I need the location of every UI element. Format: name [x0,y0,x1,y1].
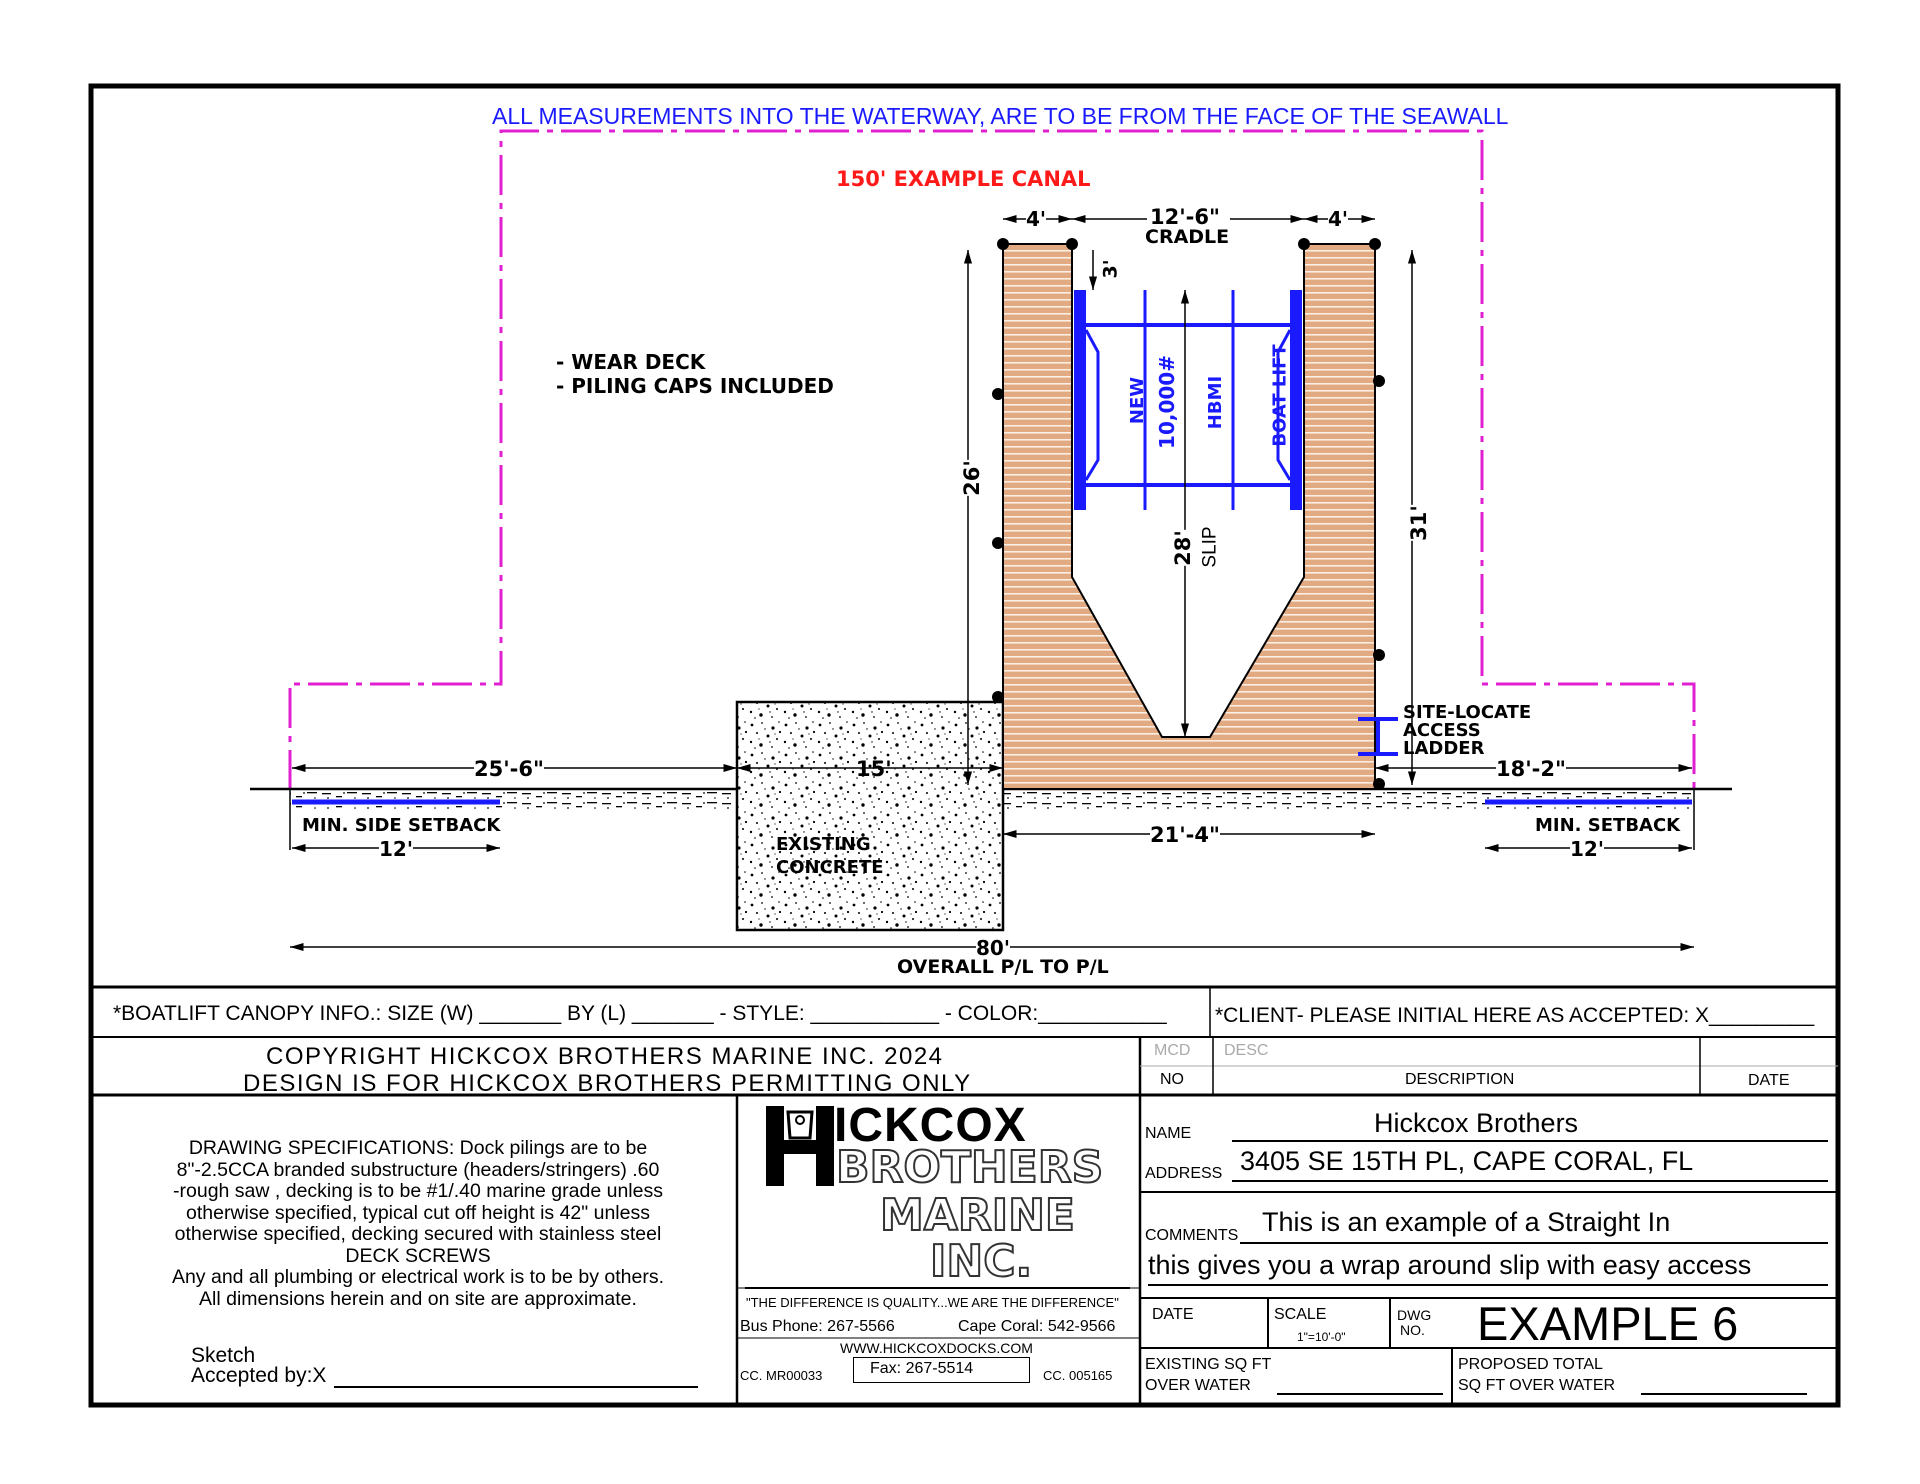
logo-tagline: "THE DIFFERENCE IS QUALITY...WE ARE THE DIFFERENCE" [746,1295,1119,1310]
concrete-concrete: CONCRETE [776,857,884,878]
comment-rule-2 [1148,1284,1828,1286]
dim-min-setback: 12' [1570,837,1604,861]
client-address: 3405 SE 15TH PL, CAPE CORAL, FL [1240,1146,1694,1176]
address-line [1232,1180,1828,1182]
spec-line: DRAWING SPECIFICATIONS: Dock pilings are to be [188,1137,648,1159]
dim-right-length: 31' [1406,505,1431,541]
canal-label: 150' EXAMPLE CANAL [836,167,1091,191]
comment-line-1: This is an example of a Straight In [1262,1207,1671,1237]
address-label: ADDRESS [1145,1165,1223,1182]
existing-sqft-1: EXISTING SQ FT [1145,1356,1272,1373]
concrete-existing: EXISTING [776,834,871,855]
rev-no: NO [1160,1071,1184,1088]
client-name: Hickcox Brothers [1374,1108,1579,1138]
top-note: ALL MEASUREMENTS INTO THE WATERWAY, ARE TO BE FROM THE FACE OF THE SEAWALL [492,103,1509,129]
name-line [1232,1140,1828,1142]
anchor-icon [762,1100,842,1190]
dim-right-finger: 4' [1328,207,1349,231]
copyright-line1: COPYRIGHT HICKCOX BROTHERS MARINE INC. 2024 [266,1043,944,1070]
spec-line: All dimensions herein and on site are approximate. [199,1287,637,1310]
dim-left-length: 26' [959,460,984,496]
spec-line: 8"-2.5CCA branded substructure (headers/stringers) .60 [176,1158,660,1181]
logo-brothers: BROTHERS [836,1142,1104,1193]
dim-concrete-width: 15' [856,757,892,781]
dim-overall: 80' [976,936,1010,960]
ladder-site-locate: SITE-LOCATE [1403,702,1532,723]
existing-concrete [737,702,1003,930]
comment-line-2: this gives you a wrap around slip with easy access [1148,1250,1752,1280]
dim-min-side-setback: 12' [379,837,413,861]
ladder-access: ACCESS [1403,720,1481,741]
cc-left: CC. MR00033 [740,1368,823,1383]
spec-line: DECK SCREWS [345,1244,491,1267]
cc-right: CC. 005165 [1043,1368,1113,1383]
rev-desc: DESC [1224,1042,1269,1059]
name-label: NAME [1145,1125,1192,1142]
dwg-number: EXAMPLE 6 [1477,1297,1739,1350]
rev-date: DATE [1748,1072,1790,1089]
proposed-sqft-1: PROPOSED TOTAL [1458,1356,1603,1373]
scale-label: SCALE [1274,1306,1327,1323]
existing-line [1277,1393,1443,1395]
logo-ickcox: ICKCOX [834,1099,1027,1152]
note-wear-deck: - WEAR DECK [556,350,706,374]
dim-slip-label: SLIP [1199,526,1221,568]
rev-mcd: MCD [1154,1042,1191,1059]
accepted-label: Accepted by:X [191,1364,327,1387]
dim-right-setback: 18'-2" [1496,757,1566,781]
dim-cradle: 12'-6" [1150,205,1220,229]
dim-overall-label: OVERALL P/L TO P/L [897,956,1109,978]
logo-inc: INC. [930,1236,1033,1287]
canopy-info: *BOATLIFT CANOPY INFO.: SIZE (W) _______ BY (L) _______ - STYLE: ___________ - COLOR:___________ [113,1002,1167,1025]
sketch-label: Sketch [191,1344,256,1367]
lift-hbmi: HBMI [1205,375,1227,430]
logo-rule [745,1287,1130,1289]
date-label: DATE [1152,1306,1194,1323]
comments-label: COMMENTS [1145,1227,1239,1244]
dim-dock-width: 21'-4" [1150,823,1220,847]
existing-sqft-2: OVER WATER [1145,1377,1251,1394]
lift-capacity: 10,000# [1154,355,1179,449]
setback-right-label: MIN. SETBACK [1535,815,1681,836]
note-piling-caps: - PILING CAPS INCLUDED [556,374,834,398]
dwg-label-1: DWG [1397,1307,1432,1323]
dim-slip: 28' [1170,530,1195,566]
rev-description: DESCRIPTION [1405,1071,1515,1088]
boat-lift [1074,290,1302,510]
dim-left-setback: 25'-6" [474,757,544,781]
lift-new: NEW [1127,376,1149,425]
drawing-specifications [113,1138,723,1310]
dim-left-finger: 4' [1026,207,1047,231]
proposed-line [1641,1393,1807,1395]
cape-coral-phone: Cape Coral: 542-9566 [958,1318,1116,1335]
spec-line: Any and all plumbing or electrical work is to be by others. [171,1266,665,1288]
spec-line: otherwise specified, typical cut off height is 42" unless [186,1201,650,1224]
logo-marine: MARINE [880,1190,1075,1241]
dim-cradle-label: CRADLE [1145,226,1230,248]
spec-line: -rough saw , decking is to be #1/.40 marine grade unless [173,1180,663,1202]
property-line [290,131,1694,790]
setback-left-label: MIN. SIDE SETBACK [302,815,501,836]
company-logo [740,1098,1138,1288]
dim-offset: 3' [1099,259,1122,279]
client-initial: *CLIENT- PLEASE INITIAL HERE AS ACCEPTED: X_________ [1215,1004,1815,1027]
copyright-line2: DESIGN IS FOR HICKCOX BROTHERS PERMITTING ONLY [243,1070,972,1097]
lift-boat-lift: BOAT LIFT [1269,344,1291,447]
comment-rule-1 [1240,1242,1828,1244]
accepted-line [334,1386,698,1388]
dwg-label-2: NO. [1400,1322,1425,1338]
spec-line: otherwise specified, decking secured with stainless steel [174,1223,662,1245]
fax: Fax: 267-5514 [870,1360,974,1377]
bus-phone: Bus Phone: 267-5566 [740,1318,895,1335]
ladder-ladder: LADDER [1403,738,1485,759]
scale-value: 1"=10'-0" [1297,1330,1346,1344]
website: WWW.HICKCOXDOCKS.COM [840,1340,1033,1356]
proposed-sqft-2: SQ FT OVER WATER [1458,1377,1616,1394]
